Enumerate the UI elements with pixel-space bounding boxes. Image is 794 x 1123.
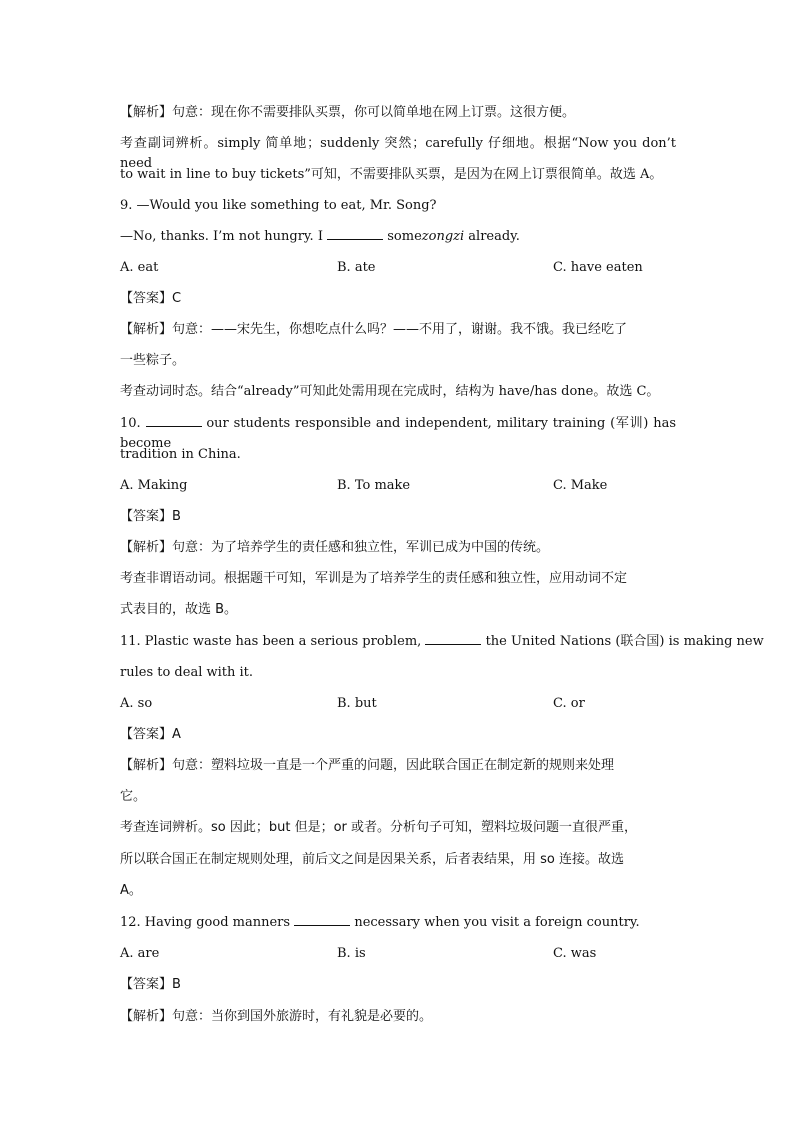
stem-text: 11. Plastic waste has been a serious problem,: [120, 634, 422, 649]
option-c: C. Make: [553, 478, 608, 493]
option-b: B. but: [337, 696, 377, 711]
stem-text: necessary when you visit a foreign country.: [350, 915, 640, 930]
option-b: B. To make: [337, 478, 411, 493]
answer-label: 【答案】A: [120, 727, 181, 742]
explanation-line: 【解析】句意：塑料垃圾一直是一个严重的问题，因此联合国正在制定新的规则来处理: [120, 758, 615, 773]
answer-blank: [146, 414, 202, 427]
question-11-stem: [120, 632, 764, 652]
explanation-line: 考查副词辨析。simply 简单地；suddenly 突然；carefully 仔细地。根据“Now you don’t need: [120, 136, 676, 171]
explanation-line: 考查连词辨析。so 因此；but 但是；or 或者。分析句子可知，塑料垃圾问题一直很严重，: [120, 820, 638, 835]
option-a: A. eat: [120, 260, 159, 275]
stem-text: our students responsible and independent, military training (军训) has become: [120, 416, 676, 451]
explanation-line: 式表目的，故选 B。: [120, 602, 238, 617]
option-a: A. are: [120, 946, 160, 961]
answer-blank: [425, 632, 481, 645]
answer-label: 【答案】B: [120, 509, 181, 524]
option-b: B. is: [337, 946, 366, 961]
stem-text: —No, thanks. I’m not hungry. I: [120, 229, 323, 244]
explanation-line: 所以联合国正在制定规则处理，前后文之间是因果关系，后者表结果，用 so 连接。故选: [120, 852, 624, 867]
explanation-line: 考查动词时态。结合“already”可知此处需用现在完成时，结构为 have/has done。故选 C。: [120, 384, 660, 399]
explanation-line: 【解析】句意：——宋先生，你想吃点什么吗？——不用了，谢谢。我不饿。我已经吃了: [120, 322, 628, 337]
explanation-line: 它。: [120, 789, 147, 804]
explanation-line: 【解析】句意：当你到国外旅游时，有礼貌是必要的。: [120, 1009, 433, 1024]
explanation-line: 一些粽子。: [120, 353, 186, 368]
stem-text: already.: [464, 229, 520, 244]
option-a: A. so: [120, 696, 153, 711]
stem-italic-text: zongzi: [421, 229, 465, 244]
question-9-stem-line2: [120, 227, 676, 247]
option-c: C. have eaten: [553, 260, 643, 275]
option-a: A. Making: [120, 478, 188, 493]
question-9-stem: 9. —Would you like something to eat, Mr. Song?: [120, 198, 437, 213]
explanation-line: to wait in line to buy tickets”可知，不需要排队买票，是因为在网上订票很简单。故选 A。: [120, 167, 663, 182]
stem-text: the United Nations (联合国) is making new: [481, 634, 764, 649]
option-c: C. was: [553, 946, 597, 961]
option-b: B. ate: [337, 260, 376, 275]
answer-label: 【答案】B: [120, 977, 181, 992]
explanation-line: 【解析】句意：现在你不需要排队买票，你可以简单地在网上订票。这很方便。: [120, 105, 576, 120]
question-10-stem-line2: tradition in China.: [120, 447, 241, 462]
answer-label: 【答案】C: [120, 291, 182, 306]
stem-text: 10.: [120, 416, 141, 431]
explanation-line: 考查非谓语动词。根据题干可知，军训是为了培养学生的责任感和独立性，应用动词不定: [120, 571, 628, 586]
answer-blank: [327, 227, 383, 240]
stem-text: 12. Having good manners: [120, 915, 291, 930]
explanation-line: A。: [120, 883, 142, 898]
question-11-stem-line2: rules to deal with it.: [120, 665, 254, 680]
explanation-line: 【解析】句意：为了培养学生的责任感和独立性，军训已成为中国的传统。: [120, 540, 550, 555]
stem-text: some: [383, 229, 422, 244]
answer-blank: [294, 913, 350, 926]
option-c: C. or: [553, 696, 585, 711]
question-12-stem: [120, 913, 676, 933]
